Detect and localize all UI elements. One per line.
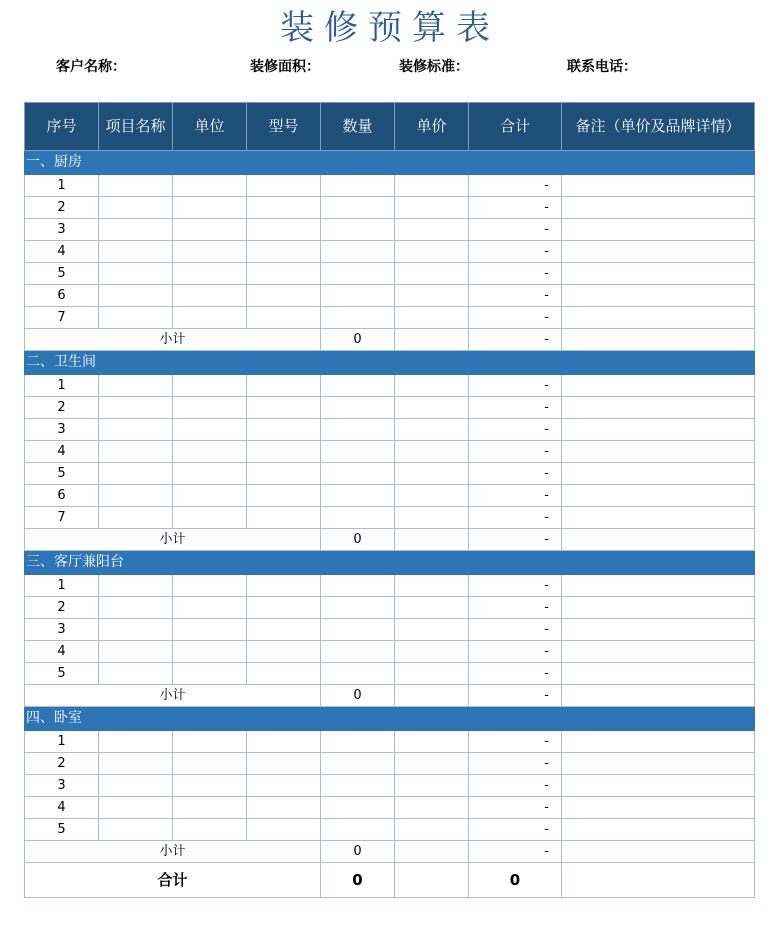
row-number-cell: 2 (25, 197, 99, 219)
item-name-cell[interactable] (99, 663, 173, 685)
row-total-cell: - (469, 263, 562, 285)
item-name-cell[interactable] (99, 175, 173, 197)
unit-price-cell[interactable] (395, 753, 469, 775)
page-title: 装修预算表 (280, 8, 500, 48)
row-number-cell: 7 (25, 507, 99, 529)
item-name-cell[interactable] (99, 441, 173, 463)
column-header: 型号 (247, 103, 321, 151)
unit-cell[interactable] (173, 307, 247, 329)
quantity-cell[interactable] (321, 753, 395, 775)
unit-price-cell[interactable] (395, 775, 469, 797)
quantity-cell[interactable] (321, 619, 395, 641)
subtotal-quantity: 0 (321, 329, 395, 351)
row-total-cell: - (469, 775, 562, 797)
unit-cell[interactable] (173, 463, 247, 485)
row-number-cell: 7 (25, 307, 99, 329)
table-row (25, 197, 755, 219)
item-name-cell[interactable] (99, 375, 173, 397)
model-cell[interactable] (247, 775, 321, 797)
quantity-cell[interactable] (321, 485, 395, 507)
remark-cell[interactable] (562, 485, 755, 507)
model-cell[interactable] (247, 441, 321, 463)
customer-name-label: 客户名称： (56, 59, 126, 75)
subtotal-remark-cell (562, 841, 755, 863)
remark-cell[interactable] (562, 663, 755, 685)
table-row (25, 775, 755, 797)
standard-label: 装修标准： (399, 59, 469, 75)
model-cell[interactable] (247, 263, 321, 285)
item-name-cell[interactable] (99, 575, 173, 597)
row-number-cell: 1 (25, 575, 99, 597)
model-cell[interactable] (247, 197, 321, 219)
area-label: 装修面积： (250, 59, 320, 75)
table-row (25, 575, 755, 597)
item-name-cell[interactable] (99, 219, 173, 241)
unit-price-cell[interactable] (395, 441, 469, 463)
subtotal-unit-price-cell (395, 329, 469, 351)
row-total-cell: - (469, 597, 562, 619)
remark-cell[interactable] (562, 397, 755, 419)
unit-cell[interactable] (173, 731, 247, 753)
model-cell[interactable] (247, 819, 321, 841)
unit-price-cell[interactable] (395, 307, 469, 329)
row-number-cell: 4 (25, 641, 99, 663)
unit-price-cell[interactable] (395, 663, 469, 685)
row-total-cell: - (469, 731, 562, 753)
table-row (25, 819, 755, 841)
table-row (25, 285, 755, 307)
budget-table (24, 102, 755, 898)
quantity-cell[interactable] (321, 307, 395, 329)
section-title: 三、客厅兼阳台 (25, 551, 755, 575)
remark-cell[interactable] (562, 575, 755, 597)
quantity-cell[interactable] (321, 419, 395, 441)
model-cell[interactable] (247, 307, 321, 329)
unit-cell[interactable] (173, 285, 247, 307)
model-cell[interactable] (247, 507, 321, 529)
item-name-cell[interactable] (99, 641, 173, 663)
remark-cell[interactable] (562, 441, 755, 463)
unit-cell[interactable] (173, 197, 247, 219)
table-row (25, 375, 755, 397)
remark-cell[interactable] (562, 819, 755, 841)
subtotal-unit-price-cell (395, 841, 469, 863)
quantity-cell[interactable] (321, 285, 395, 307)
row-total-cell: - (469, 241, 562, 263)
item-name-cell[interactable] (99, 285, 173, 307)
row-number-cell: 1 (25, 375, 99, 397)
unit-cell[interactable] (173, 507, 247, 529)
remark-cell[interactable] (562, 175, 755, 197)
section-header-row (25, 351, 755, 375)
item-name-cell[interactable] (99, 507, 173, 529)
column-header: 单位 (173, 103, 247, 151)
quantity-cell[interactable] (321, 219, 395, 241)
subtotal-label: 小计 (25, 685, 321, 707)
row-number-cell: 4 (25, 441, 99, 463)
table-row (25, 663, 755, 685)
unit-cell[interactable] (173, 575, 247, 597)
row-number-cell: 3 (25, 775, 99, 797)
unit-price-cell[interactable] (395, 485, 469, 507)
unit-cell[interactable] (173, 775, 247, 797)
subtotal-row (25, 529, 755, 551)
subtotal-quantity: 0 (321, 841, 395, 863)
item-name-cell[interactable] (99, 597, 173, 619)
unit-cell[interactable] (173, 397, 247, 419)
subtotal-remark-cell (562, 685, 755, 707)
remark-cell[interactable] (562, 307, 755, 329)
model-cell[interactable] (247, 419, 321, 441)
row-total-cell: - (469, 663, 562, 685)
row-total-cell: - (469, 619, 562, 641)
grand-total-label: 合计 (25, 863, 321, 898)
table-row (25, 731, 755, 753)
unit-price-cell[interactable] (395, 375, 469, 397)
item-name-cell[interactable] (99, 797, 173, 819)
unit-price-cell[interactable] (395, 797, 469, 819)
column-header: 序号 (25, 103, 99, 151)
unit-cell[interactable] (173, 441, 247, 463)
unit-price-cell[interactable] (395, 175, 469, 197)
item-name-cell[interactable] (99, 819, 173, 841)
quantity-cell[interactable] (321, 375, 395, 397)
subtotal-total: - (469, 685, 562, 707)
unit-cell[interactable] (173, 219, 247, 241)
item-name-cell[interactable] (99, 731, 173, 753)
grand-total-amount: 0 (469, 863, 562, 898)
quantity-cell[interactable] (321, 175, 395, 197)
phone-label: 联系电话： (567, 59, 637, 75)
row-total-cell: - (469, 641, 562, 663)
quantity-cell[interactable] (321, 263, 395, 285)
column-header: 备注（单价及品牌详情） (562, 103, 755, 151)
subtotal-label: 小计 (25, 841, 321, 863)
model-cell[interactable] (247, 619, 321, 641)
unit-cell[interactable] (173, 419, 247, 441)
row-total-cell: - (469, 175, 562, 197)
grand-total-row (25, 863, 755, 898)
table-row (25, 619, 755, 641)
row-total-cell: - (469, 819, 562, 841)
row-total-cell: - (469, 441, 562, 463)
subtotal-quantity: 0 (321, 685, 395, 707)
row-number-cell: 6 (25, 285, 99, 307)
row-number-cell: 2 (25, 397, 99, 419)
row-number-cell: 6 (25, 485, 99, 507)
model-cell[interactable] (247, 797, 321, 819)
remark-cell[interactable] (562, 241, 755, 263)
table-row (25, 241, 755, 263)
row-number-cell: 5 (25, 819, 99, 841)
quantity-cell[interactable] (321, 731, 395, 753)
subtotal-total: - (469, 841, 562, 863)
row-total-cell: - (469, 219, 562, 241)
row-total-cell: - (469, 285, 562, 307)
unit-price-cell[interactable] (395, 197, 469, 219)
unit-cell[interactable] (173, 485, 247, 507)
unit-cell[interactable] (173, 819, 247, 841)
table-row (25, 485, 755, 507)
subtotal-row (25, 685, 755, 707)
column-header: 合计 (469, 103, 562, 151)
table-row (25, 797, 755, 819)
unit-cell[interactable] (173, 753, 247, 775)
table-row (25, 307, 755, 329)
model-cell[interactable] (247, 219, 321, 241)
subtotal-remark-cell (562, 529, 755, 551)
item-name-cell[interactable] (99, 463, 173, 485)
row-number-cell: 2 (25, 753, 99, 775)
section-header-row (25, 551, 755, 575)
row-number-cell: 4 (25, 241, 99, 263)
row-total-cell: - (469, 397, 562, 419)
subtotal-label: 小计 (25, 529, 321, 551)
unit-price-cell[interactable] (395, 241, 469, 263)
quantity-cell[interactable] (321, 641, 395, 663)
unit-price-cell[interactable] (395, 397, 469, 419)
table-row (25, 753, 755, 775)
row-total-cell: - (469, 753, 562, 775)
subtotal-unit-price-cell (395, 685, 469, 707)
row-number-cell: 5 (25, 263, 99, 285)
table-row (25, 597, 755, 619)
table-row (25, 397, 755, 419)
row-number-cell: 3 (25, 419, 99, 441)
quantity-cell[interactable] (321, 241, 395, 263)
quantity-cell[interactable] (321, 463, 395, 485)
unit-price-cell[interactable] (395, 619, 469, 641)
model-cell[interactable] (247, 397, 321, 419)
quantity-cell[interactable] (321, 197, 395, 219)
row-total-cell: - (469, 419, 562, 441)
unit-price-cell[interactable] (395, 575, 469, 597)
unit-price-cell[interactable] (395, 819, 469, 841)
quantity-cell[interactable] (321, 597, 395, 619)
unit-price-cell[interactable] (395, 641, 469, 663)
item-name-cell[interactable] (99, 619, 173, 641)
quantity-cell[interactable] (321, 441, 395, 463)
unit-price-cell[interactable] (395, 419, 469, 441)
model-cell[interactable] (247, 575, 321, 597)
model-cell[interactable] (247, 485, 321, 507)
row-total-cell: - (469, 797, 562, 819)
subtotal-row (25, 329, 755, 351)
unit-cell[interactable] (173, 241, 247, 263)
remark-cell[interactable] (562, 507, 755, 529)
remark-cell[interactable] (562, 419, 755, 441)
column-header: 数量 (321, 103, 395, 151)
unit-price-cell[interactable] (395, 463, 469, 485)
table-row (25, 507, 755, 529)
model-cell[interactable] (247, 663, 321, 685)
remark-cell[interactable] (562, 263, 755, 285)
row-total-cell: - (469, 485, 562, 507)
unit-price-cell[interactable] (395, 731, 469, 753)
section-title: 二、卫生间 (25, 351, 755, 375)
item-name-cell[interactable] (99, 485, 173, 507)
unit-cell[interactable] (173, 375, 247, 397)
remark-cell[interactable] (562, 375, 755, 397)
unit-price-cell[interactable] (395, 507, 469, 529)
model-cell[interactable] (247, 753, 321, 775)
remark-cell[interactable] (562, 219, 755, 241)
subtotal-unit-price-cell (395, 529, 469, 551)
section-title: 一、厨房 (25, 151, 755, 175)
table-row (25, 219, 755, 241)
unit-cell[interactable] (173, 597, 247, 619)
remark-cell[interactable] (562, 731, 755, 753)
model-cell[interactable] (247, 597, 321, 619)
row-total-cell: - (469, 463, 562, 485)
remark-cell[interactable] (562, 619, 755, 641)
remark-cell[interactable] (562, 797, 755, 819)
row-total-cell: - (469, 575, 562, 597)
model-cell[interactable] (247, 241, 321, 263)
row-number-cell: 3 (25, 619, 99, 641)
grand-total-unit-price-cell (395, 863, 469, 898)
section-title: 四、卧室 (25, 707, 755, 731)
row-number-cell: 5 (25, 463, 99, 485)
remark-cell[interactable] (562, 285, 755, 307)
item-name-cell[interactable] (99, 307, 173, 329)
subtotal-row (25, 841, 755, 863)
model-cell[interactable] (247, 641, 321, 663)
quantity-cell[interactable] (321, 775, 395, 797)
subtotal-total: - (469, 329, 562, 351)
remark-cell[interactable] (562, 197, 755, 219)
remark-cell[interactable] (562, 463, 755, 485)
row-total-cell: - (469, 307, 562, 329)
unit-price-cell[interactable] (395, 263, 469, 285)
column-header: 单价 (395, 103, 469, 151)
unit-cell[interactable] (173, 263, 247, 285)
row-total-cell: - (469, 197, 562, 219)
unit-cell[interactable] (173, 175, 247, 197)
header-row (25, 103, 755, 151)
remark-cell[interactable] (562, 775, 755, 797)
quantity-cell[interactable] (321, 397, 395, 419)
item-name-cell[interactable] (99, 775, 173, 797)
model-cell[interactable] (247, 731, 321, 753)
model-cell[interactable] (247, 375, 321, 397)
table-row (25, 263, 755, 285)
unit-price-cell[interactable] (395, 597, 469, 619)
row-number-cell: 5 (25, 663, 99, 685)
row-total-cell: - (469, 507, 562, 529)
quantity-cell[interactable] (321, 507, 395, 529)
subtotal-quantity: 0 (321, 529, 395, 551)
table-row (25, 641, 755, 663)
table-row (25, 175, 755, 197)
row-total-cell: - (469, 375, 562, 397)
item-name-cell[interactable] (99, 397, 173, 419)
subtotal-remark-cell (562, 329, 755, 351)
item-name-cell[interactable] (99, 753, 173, 775)
remark-cell[interactable] (562, 753, 755, 775)
table-row (25, 441, 755, 463)
row-number-cell: 2 (25, 597, 99, 619)
row-number-cell: 1 (25, 731, 99, 753)
quantity-cell[interactable] (321, 663, 395, 685)
section-header-row (25, 151, 755, 175)
quantity-cell[interactable] (321, 797, 395, 819)
model-cell[interactable] (247, 285, 321, 307)
section-header-row (25, 707, 755, 731)
item-name-cell[interactable] (99, 263, 173, 285)
model-cell[interactable] (247, 463, 321, 485)
unit-cell[interactable] (173, 663, 247, 685)
remark-cell[interactable] (562, 641, 755, 663)
row-number-cell: 4 (25, 797, 99, 819)
subtotal-total: - (469, 529, 562, 551)
unit-cell[interactable] (173, 641, 247, 663)
row-number-cell: 1 (25, 175, 99, 197)
row-number-cell: 3 (25, 219, 99, 241)
unit-price-cell[interactable] (395, 219, 469, 241)
subtotal-label: 小计 (25, 329, 321, 351)
unit-cell[interactable] (173, 797, 247, 819)
quantity-cell[interactable] (321, 575, 395, 597)
table-row (25, 463, 755, 485)
item-name-cell[interactable] (99, 419, 173, 441)
table-row (25, 419, 755, 441)
quantity-cell[interactable] (321, 819, 395, 841)
item-name-cell[interactable] (99, 241, 173, 263)
unit-cell[interactable] (173, 619, 247, 641)
column-header: 项目名称 (99, 103, 173, 151)
grand-total-remark-cell (562, 863, 755, 898)
remark-cell[interactable] (562, 597, 755, 619)
grand-total-quantity: 0 (321, 863, 395, 898)
model-cell[interactable] (247, 175, 321, 197)
item-name-cell[interactable] (99, 197, 173, 219)
unit-price-cell[interactable] (395, 285, 469, 307)
